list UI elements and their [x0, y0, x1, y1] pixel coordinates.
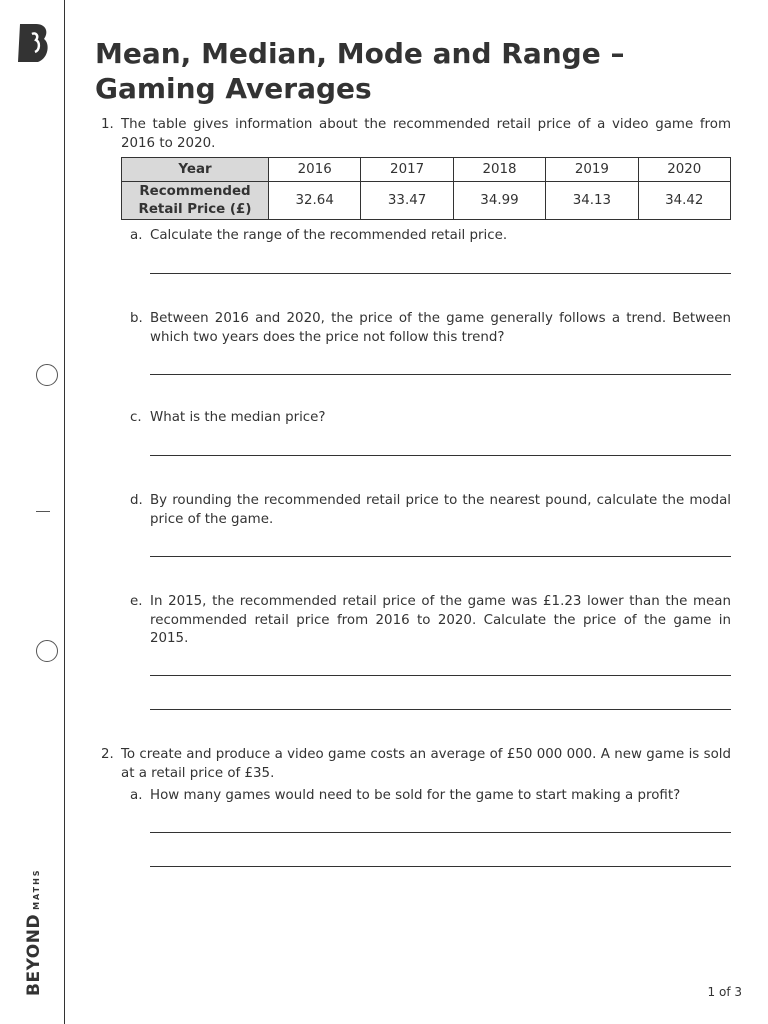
- punch-hole-top: [36, 364, 58, 386]
- brand-wordmark: [24, 856, 44, 996]
- answer-line[interactable]: [150, 675, 731, 676]
- price-table: [121, 157, 731, 220]
- punch-hole-bottom: [36, 640, 58, 662]
- part-label: a.: [130, 788, 143, 803]
- question-1c: [130, 409, 731, 428]
- table-cell: 33.47: [361, 182, 453, 220]
- brand-main: BEYOND: [24, 913, 44, 996]
- part-label: c.: [130, 410, 142, 425]
- answer-line[interactable]: [150, 455, 731, 456]
- part-text: How many games would need to be sold for the game to start making a profit?: [150, 788, 681, 803]
- question-1: [101, 116, 731, 153]
- question-2: [101, 746, 731, 783]
- beyond-logo-icon: [16, 22, 50, 64]
- answer-line[interactable]: [150, 273, 731, 274]
- table-row: [122, 182, 731, 220]
- part-label: d.: [130, 493, 143, 508]
- question-text: To create and produce a video game costs an average of £50 000 000. A new game is sold at a retail price of £35.: [121, 747, 731, 781]
- part-label: b.: [130, 311, 143, 326]
- question-1a: [130, 227, 731, 246]
- table-cell: 2018: [453, 158, 545, 182]
- question-1b: [130, 310, 731, 347]
- table-header-year: Year: [122, 158, 269, 182]
- question-number: 2.: [101, 747, 114, 762]
- answer-line[interactable]: [150, 374, 731, 375]
- question-2a: [130, 787, 731, 806]
- part-text: What is the median price?: [150, 410, 326, 425]
- table-row: [122, 158, 731, 182]
- part-label: a.: [130, 228, 143, 243]
- question-text: The table gives information about the recommended retail price of a video game from 2016 to 2020.: [121, 117, 731, 151]
- question-1d: [130, 492, 731, 529]
- answer-line[interactable]: [150, 866, 731, 867]
- brand-sub: MATHS: [32, 868, 41, 910]
- page-number: 1 of 3: [707, 985, 742, 999]
- answer-line[interactable]: [150, 832, 731, 833]
- table-cell: 2020: [638, 158, 730, 182]
- table-cell: 34.13: [546, 182, 638, 220]
- table-cell: 2016: [269, 158, 361, 182]
- part-label: e.: [130, 594, 143, 609]
- table-cell: 32.64: [269, 182, 361, 220]
- table-header-price: Recommended Retail Price (£): [122, 182, 269, 220]
- page-title: Mean, Median, Mode and Range – Gaming Averages: [95, 37, 625, 105]
- answer-line[interactable]: [150, 709, 731, 710]
- table-cell: 34.99: [453, 182, 545, 220]
- fold-mark: [36, 511, 50, 512]
- part-text: By rounding the recommended retail price to the nearest pound, calculate the modal price of the game.: [150, 493, 731, 527]
- part-text: Between 2016 and 2020, the price of the game generally follows a trend. Between which two years does the price not follow this trend?: [150, 311, 731, 345]
- margin-line: [64, 0, 65, 1024]
- answer-line[interactable]: [150, 556, 731, 557]
- part-text: Calculate the range of the recommended retail price.: [150, 228, 508, 243]
- table-cell: 34.42: [638, 182, 730, 220]
- table-cell: 2019: [546, 158, 638, 182]
- table-cell: 2017: [361, 158, 453, 182]
- part-text: In 2015, the recommended retail price of the game was £1.23 lower than the mean recommended retail price from 2016 to 2020. Calculate the price of the game in 2015.: [150, 594, 731, 646]
- question-1e: [130, 593, 731, 649]
- question-number: 1.: [101, 117, 114, 132]
